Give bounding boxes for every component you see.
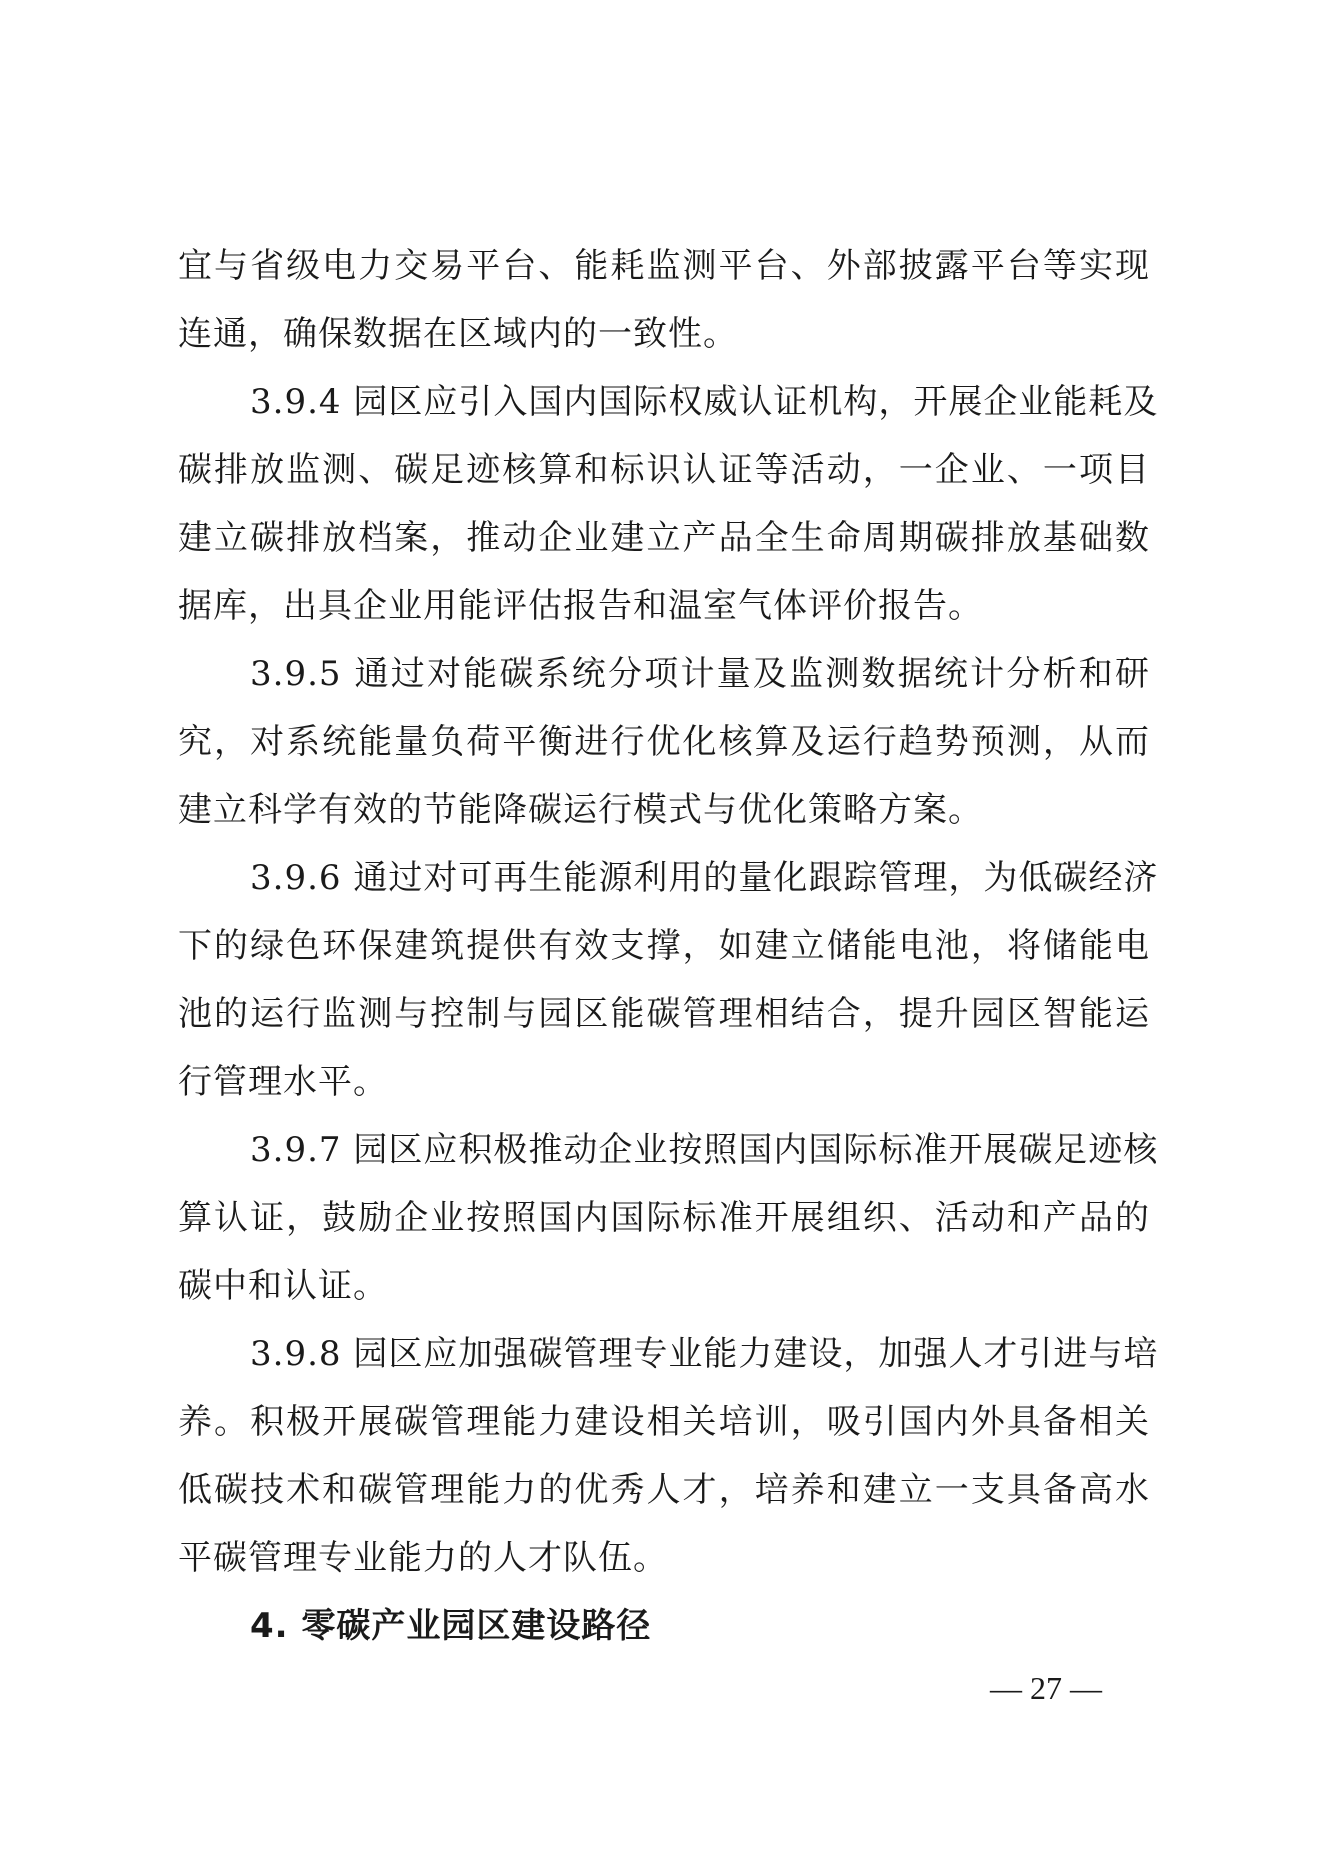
paragraph-line: 宜与省级电力交易平台、能耗监测平台、外部披露平台等实现: [178, 246, 1150, 286]
paragraph-line: 碳排放监测、碳足迹核算和标识认证等活动，一企业、一项目: [178, 450, 1150, 490]
paragraph-line: 连通，确保数据在区域内的一致性。: [178, 314, 738, 354]
paragraph-line: 建立科学有效的节能降碳运行模式与优化策略方案。: [178, 790, 983, 830]
paragraph-line: 3.9.8 园区应加强碳管理专业能力建设，加强人才引进与培: [250, 1334, 1159, 1374]
paragraph-line: 池的运行监测与控制与园区能碳管理相结合，提升园区智能运: [178, 994, 1150, 1034]
paragraph-line: 3.9.7 园区应积极推动企业按照国内国际标准开展碳足迹核: [250, 1130, 1159, 1170]
paragraph-line: 养。积极开展碳管理能力建设相关培训，吸引国内外具备相关: [178, 1402, 1150, 1442]
paragraph-line: 究，对系统能量负荷平衡进行优化核算及运行趋势预测，从而: [178, 722, 1150, 762]
paragraph-line: 碳中和认证。: [178, 1266, 388, 1306]
paragraph-line: 下的绿色环保建筑提供有效支撑，如建立储能电池，将储能电: [178, 926, 1150, 966]
page-number: — 27 —: [990, 1670, 1102, 1706]
paragraph-line: 据库，出具企业用能评估报告和温室气体评价报告。: [178, 586, 983, 626]
paragraph-line: 行管理水平。: [178, 1062, 388, 1102]
paragraph-line: 算认证，鼓励企业按照国内国际标准开展组织、活动和产品的: [178, 1198, 1150, 1238]
paragraph-line: 建立碳排放档案，推动企业建立产品全生命周期碳排放基础数: [178, 518, 1150, 558]
paragraph-line: 平碳管理专业能力的人才队伍。: [178, 1538, 668, 1578]
paragraph-line: 3.9.5 通过对能碳系统分项计量及监测数据统计分析和研: [250, 654, 1150, 694]
paragraph-line: 低碳技术和碳管理能力的优秀人才，培养和建立一支具备高水: [178, 1470, 1150, 1510]
section-heading: 4. 零碳产业园区建设路径: [250, 1606, 652, 1646]
paragraph-line: 3.9.6 通过对可再生能源利用的量化跟踪管理，为低碳经济: [250, 858, 1159, 898]
paragraph-line: 3.9.4 园区应引入国内国际权威认证机构，开展企业能耗及: [250, 382, 1159, 422]
